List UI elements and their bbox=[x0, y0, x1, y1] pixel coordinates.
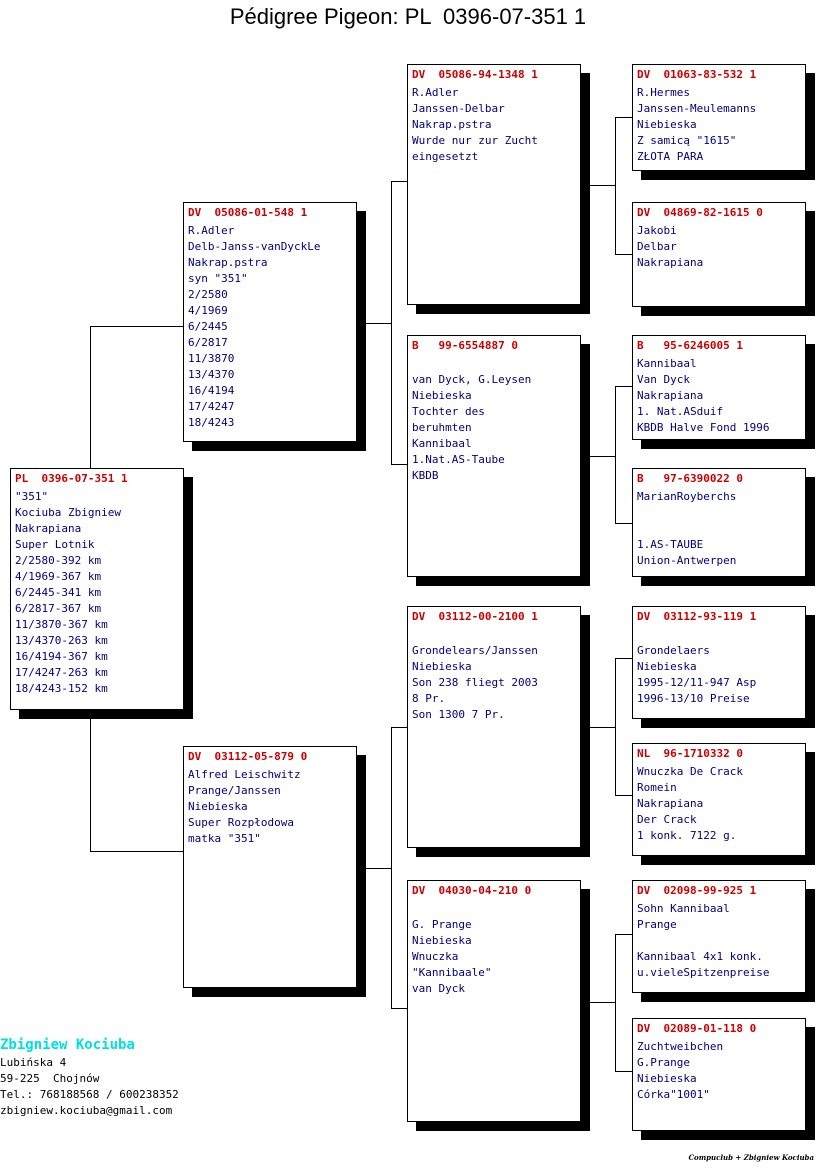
detail-line: u.vieleSpitzenpreise bbox=[637, 966, 770, 979]
connector bbox=[391, 727, 392, 1008]
dam-card[interactable] bbox=[183, 746, 357, 988]
ring-number: NL 96-1710332 0 bbox=[637, 747, 743, 760]
detail-line bbox=[412, 627, 580, 643]
detail-line: Wurde nur zur Zucht bbox=[412, 134, 538, 147]
detail-line: 4/1969-367 km bbox=[15, 570, 102, 583]
ring-number: B 97-6390022 0 bbox=[637, 472, 743, 485]
sire-card[interactable] bbox=[183, 202, 357, 442]
detail-line: Delb-Janss-vanDyckLe bbox=[188, 240, 321, 253]
detail-line: 6/2445 bbox=[188, 320, 228, 333]
detail-line bbox=[637, 933, 805, 949]
page-title: Pédigree Pigeon: PL 0396-07-351 1 bbox=[229, 4, 587, 29]
detail-line: 16/4194-367 km bbox=[15, 650, 108, 663]
connector bbox=[90, 326, 91, 468]
detail-line: Zuchtweibchen bbox=[637, 1040, 724, 1053]
detail-line: 11/3870-367 km bbox=[15, 618, 108, 631]
detail-line: 16/4194 bbox=[188, 384, 235, 397]
detail-line: beruhmten bbox=[412, 421, 472, 434]
card-details bbox=[412, 901, 580, 997]
ring-number: DV 03112-00-2100 1 bbox=[412, 610, 538, 623]
connector bbox=[615, 254, 632, 255]
connector bbox=[615, 658, 616, 795]
detail-line: Niebieska bbox=[412, 660, 472, 673]
detail-line: Jakobi bbox=[637, 224, 677, 237]
connector bbox=[391, 181, 407, 182]
ring-number: DV 04030-04-210 0 bbox=[412, 884, 532, 897]
detail-line: Alfred Leischwitz bbox=[188, 768, 301, 781]
detail-line: G.Prange bbox=[637, 1056, 690, 1069]
detail-line: Wnuczka De Crack bbox=[637, 765, 743, 778]
detail-line: 2/2580 bbox=[188, 288, 228, 301]
ring-number: DV 03112-93-119 1 bbox=[637, 610, 757, 623]
detail-line: 17/4247-263 km bbox=[15, 666, 108, 679]
detail-line: Janssen-Delbar bbox=[412, 102, 505, 115]
ring-number: DV 03112-05-879 0 bbox=[188, 750, 308, 763]
detail-line: MarianRoyberchs bbox=[637, 490, 737, 503]
sire-sire-card[interactable] bbox=[407, 64, 581, 305]
connector bbox=[615, 934, 632, 935]
card-details bbox=[412, 627, 580, 723]
connector bbox=[615, 117, 616, 254]
sire-dam-dam-card[interactable] bbox=[632, 468, 806, 577]
connector bbox=[615, 934, 616, 1071]
detail-line: Van Dyck bbox=[637, 373, 690, 386]
detail-line: 6/2817 bbox=[188, 336, 228, 349]
detail-line: 1996-13/10 Preise bbox=[637, 692, 750, 705]
detail-line bbox=[637, 521, 805, 537]
card-details bbox=[637, 223, 805, 271]
dam-sire-dam-card[interactable] bbox=[632, 743, 806, 856]
detail-line: KBDB bbox=[412, 469, 439, 482]
ring-number: DV 02089-01-118 0 bbox=[637, 1022, 757, 1035]
connector bbox=[615, 523, 632, 524]
detail-line: 1 konk. 7122 g. bbox=[637, 829, 737, 842]
connector bbox=[615, 658, 632, 659]
detail-line: "Kannibaale" bbox=[412, 966, 492, 979]
detail-line: 1995-12/11-947 Asp bbox=[637, 676, 757, 689]
ring-number: DV 05086-94-1348 1 bbox=[412, 68, 538, 81]
detail-line: Prange bbox=[637, 918, 677, 931]
detail-line: Kannibaal bbox=[412, 437, 472, 450]
detail-line: 13/4370-263 km bbox=[15, 634, 108, 647]
detail-line: 8 Pr. bbox=[412, 692, 446, 705]
detail-line: Niebieska bbox=[637, 660, 697, 673]
owner-phone: Tel.: 768188568 / 600238352 bbox=[0, 1088, 179, 1101]
owner-city: 59-225 Chojnów bbox=[0, 1072, 100, 1085]
detail-line: Niebieska bbox=[412, 389, 472, 402]
connector bbox=[391, 727, 407, 728]
detail-line: Kannibaal bbox=[637, 357, 697, 370]
connector bbox=[615, 1071, 632, 1072]
detail-line: Córka"1001" bbox=[637, 1088, 710, 1101]
ring-number: DV 05086-01-548 1 bbox=[188, 206, 308, 219]
detail-line: 11/3870 bbox=[188, 352, 235, 365]
detail-line: syn "351" bbox=[188, 272, 248, 285]
connector bbox=[90, 326, 184, 327]
detail-line: Nakrap.pstra bbox=[188, 256, 268, 269]
connector bbox=[615, 386, 616, 523]
detail-line: 1.Nat.AS-Taube bbox=[412, 453, 505, 466]
connector bbox=[356, 323, 392, 324]
owner-info bbox=[0, 1035, 179, 1119]
detail-line: 1. Nat.ASduif bbox=[637, 405, 724, 418]
connector bbox=[615, 795, 632, 796]
detail-line bbox=[412, 356, 580, 372]
detail-line: Son 1300 7 Pr. bbox=[412, 708, 505, 721]
detail-line: Super Rozpłodowa bbox=[188, 816, 294, 829]
connector bbox=[391, 464, 407, 465]
detail-line bbox=[637, 505, 805, 521]
detail-line: Nakrap.pstra bbox=[412, 118, 492, 131]
card-details bbox=[188, 223, 356, 431]
detail-line: Janssen-Meulemanns bbox=[637, 102, 757, 115]
detail-line: Tochter des bbox=[412, 405, 485, 418]
detail-line: Union-Antwerpen bbox=[637, 554, 737, 567]
detail-line: Niebieska bbox=[637, 118, 697, 131]
detail-line: Nakrapiana bbox=[637, 256, 704, 269]
card-details bbox=[188, 767, 356, 847]
ring-number: DV 02098-99-925 1 bbox=[637, 884, 757, 897]
detail-line: Niebieska bbox=[412, 934, 472, 947]
connector bbox=[90, 851, 184, 852]
detail-line: Nakrapiana bbox=[15, 522, 82, 535]
detail-line: R.Hermes bbox=[637, 86, 690, 99]
card-details bbox=[637, 85, 805, 165]
dam-dam-card[interactable] bbox=[407, 880, 581, 1122]
connector bbox=[615, 117, 632, 118]
dam-dam-sire-card[interactable] bbox=[632, 880, 806, 993]
detail-line: 13/4370 bbox=[188, 368, 235, 381]
connector bbox=[356, 868, 392, 869]
sire-dam-sire-card[interactable] bbox=[632, 335, 806, 440]
connector bbox=[580, 1002, 616, 1003]
detail-line: 1.AS-TAUBE bbox=[637, 538, 704, 551]
detail-line: Niebieska bbox=[637, 1072, 697, 1085]
detail-line: 18/4243-152 km bbox=[15, 682, 108, 695]
connector bbox=[391, 1008, 407, 1009]
detail-line: eingesetzt bbox=[412, 150, 479, 163]
detail-line: 17/4247 bbox=[188, 400, 235, 413]
detail-line: 4/1969 bbox=[188, 304, 228, 317]
detail-line: Prange/Janssen bbox=[188, 784, 281, 797]
detail-line: G. Prange bbox=[412, 918, 472, 931]
detail-line: van Dyck, G.Leysen bbox=[412, 373, 532, 386]
dam-dam-dam-card[interactable] bbox=[632, 1018, 806, 1131]
detail-line: 6/2445-341 km bbox=[15, 586, 102, 599]
detail-line: Wnuczka bbox=[412, 950, 459, 963]
owner-address: Lubińska 4 bbox=[0, 1056, 67, 1069]
dam-sire-sire-card[interactable] bbox=[632, 606, 806, 719]
detail-line: Kannibaal 4x1 konk. bbox=[637, 950, 763, 963]
connector bbox=[90, 710, 91, 851]
card-details bbox=[637, 356, 805, 436]
detail-line: Son 238 fliegt 2003 bbox=[412, 676, 538, 689]
footer-credit: Compuclub + Zbigniew Kociuba bbox=[688, 1153, 814, 1162]
detail-line: Delbar bbox=[637, 240, 677, 253]
connector bbox=[391, 181, 392, 464]
detail-line: Nakrapiana bbox=[637, 389, 704, 402]
connector bbox=[615, 386, 632, 387]
detail-line: Super Lotnik bbox=[15, 538, 95, 551]
card-details bbox=[637, 627, 805, 707]
detail-line: Grondelaers bbox=[637, 644, 710, 657]
detail-line: 6/2817-367 km bbox=[15, 602, 102, 615]
owner-email[interactable]: zbigniew.kociuba@gmail.com bbox=[0, 1104, 173, 1117]
card-details bbox=[412, 356, 580, 484]
card-details bbox=[412, 85, 580, 165]
detail-line: Sohn Kannibaal bbox=[637, 902, 730, 915]
detail-line: Grondelears/Janssen bbox=[412, 644, 538, 657]
detail-line: ZŁOTA PARA bbox=[637, 150, 704, 163]
detail-line: Kociuba Zbigniew bbox=[15, 506, 121, 519]
connector bbox=[580, 185, 616, 186]
subject-card[interactable] bbox=[10, 468, 184, 710]
detail-line: matka "351" bbox=[188, 832, 261, 845]
card-details bbox=[637, 1039, 805, 1103]
detail-line: KBDB Halve Fond 1996 bbox=[637, 421, 770, 434]
dam-sire-card[interactable] bbox=[407, 606, 581, 848]
card-details bbox=[15, 489, 183, 697]
ring-number: B 95-6246005 1 bbox=[637, 339, 743, 352]
card-details bbox=[637, 489, 805, 569]
owner-name: Zbigniew Kociuba bbox=[0, 1037, 135, 1053]
detail-line: R.Adler bbox=[188, 224, 235, 237]
ring-number: B 99-6554887 0 bbox=[412, 339, 518, 352]
detail-line: "351" bbox=[15, 490, 49, 503]
sire-sire-dam-card[interactable] bbox=[632, 202, 806, 307]
detail-line: R.Adler bbox=[412, 86, 459, 99]
connector bbox=[580, 727, 616, 728]
detail-line: Der Crack bbox=[637, 813, 697, 826]
sire-sire-sire-card[interactable] bbox=[632, 64, 806, 171]
detail-line: Romein bbox=[637, 781, 677, 794]
ring-number: PL 0396-07-351 1 bbox=[15, 472, 128, 485]
connector bbox=[580, 456, 616, 457]
detail-line bbox=[637, 627, 805, 643]
sire-dam-card[interactable] bbox=[407, 335, 581, 577]
ring-number: DV 04869-82-1615 0 bbox=[637, 206, 763, 219]
detail-line: Z samicą "1615" bbox=[637, 134, 737, 147]
ring-number: DV 01063-83-532 1 bbox=[637, 68, 757, 81]
detail-line bbox=[412, 901, 580, 917]
detail-line: Nakrapiana bbox=[637, 797, 704, 810]
detail-line: Niebieska bbox=[188, 800, 248, 813]
card-details bbox=[637, 901, 805, 981]
card-details bbox=[637, 764, 805, 844]
detail-line: 18/4243 bbox=[188, 416, 235, 429]
detail-line: van Dyck bbox=[412, 982, 465, 995]
detail-line: 2/2580-392 km bbox=[15, 554, 102, 567]
